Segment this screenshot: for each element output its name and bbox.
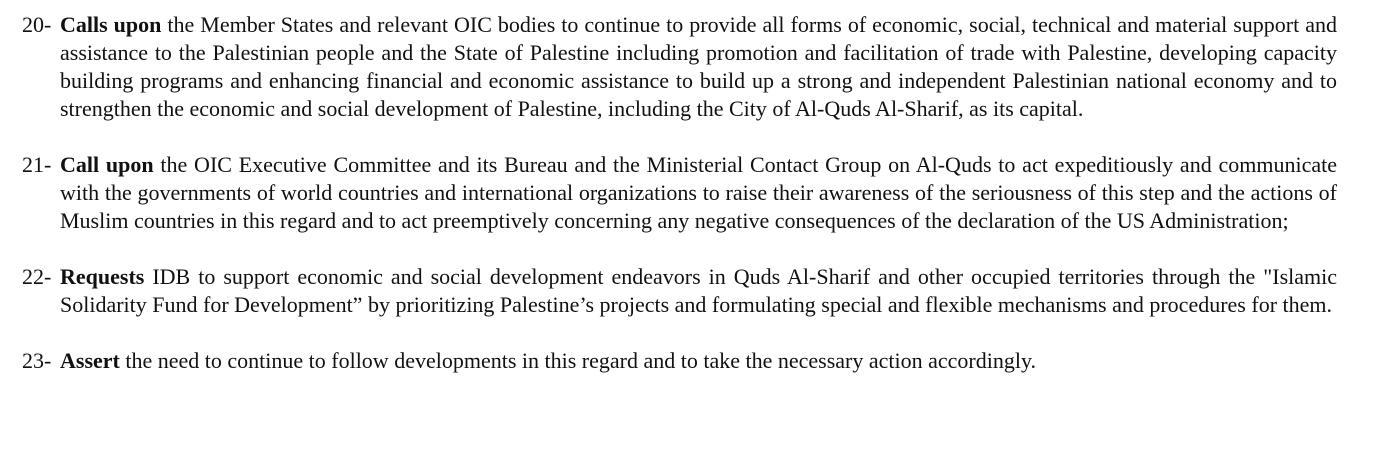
clause-number: 23- — [22, 348, 52, 373]
clause-text — [60, 151, 1337, 235]
clause-text — [60, 347, 1337, 375]
clause-text — [60, 263, 1337, 319]
clause-body: the Member States and relevant OIC bodies to continue to provide all forms of economic, social, technical and material support and assistance to the Palestinian people and the State of Palestine including promotion and facilitation of trade with Palestine, developing capacity building programs and enhancing financial and economic assistance to build up a strong and independent Palestinian national economy and to strengthen the economic and social development of Palestine, including the City of Al-Quds Al-Sharif, as its capital. — [60, 12, 1337, 121]
clause-22 — [22, 263, 1337, 319]
clause-verb: Assert — [60, 348, 120, 373]
clause-body: IDB to support economic and social development endeavors in Quds Al-Sharif and other occupied territories through the "Islamic Solidarity Fund for Development” by prioritizing Palestine’s projects and formulating special and flexible mechanisms and procedures for them. — [60, 264, 1337, 317]
clause-number: 20- — [22, 12, 52, 37]
clause-body: the OIC Executive Committee and its Bureau and the Ministerial Contact Group on Al-Quds to act expeditiously and communicate with the governments of world countries and international organizations to raise their awareness of the seriousness of this step and the actions of Muslim countries in this regard and to act preemptively concerning any negative consequences of the declaration of the US Administration; — [60, 152, 1337, 233]
clause-text — [60, 11, 1337, 123]
clause-number: 21- — [22, 152, 52, 177]
clause-23 — [22, 347, 1337, 375]
clause-verb: Requests — [60, 264, 145, 289]
clause-verb: Call upon — [60, 152, 154, 177]
clause-verb: Calls upon — [60, 12, 162, 37]
clause-number: 22- — [22, 264, 52, 289]
clause-21 — [22, 151, 1337, 235]
clause-body: the need to continue to follow developments in this regard and to take the necessary action accordingly. — [119, 348, 1037, 373]
clause-20 — [22, 11, 1337, 123]
